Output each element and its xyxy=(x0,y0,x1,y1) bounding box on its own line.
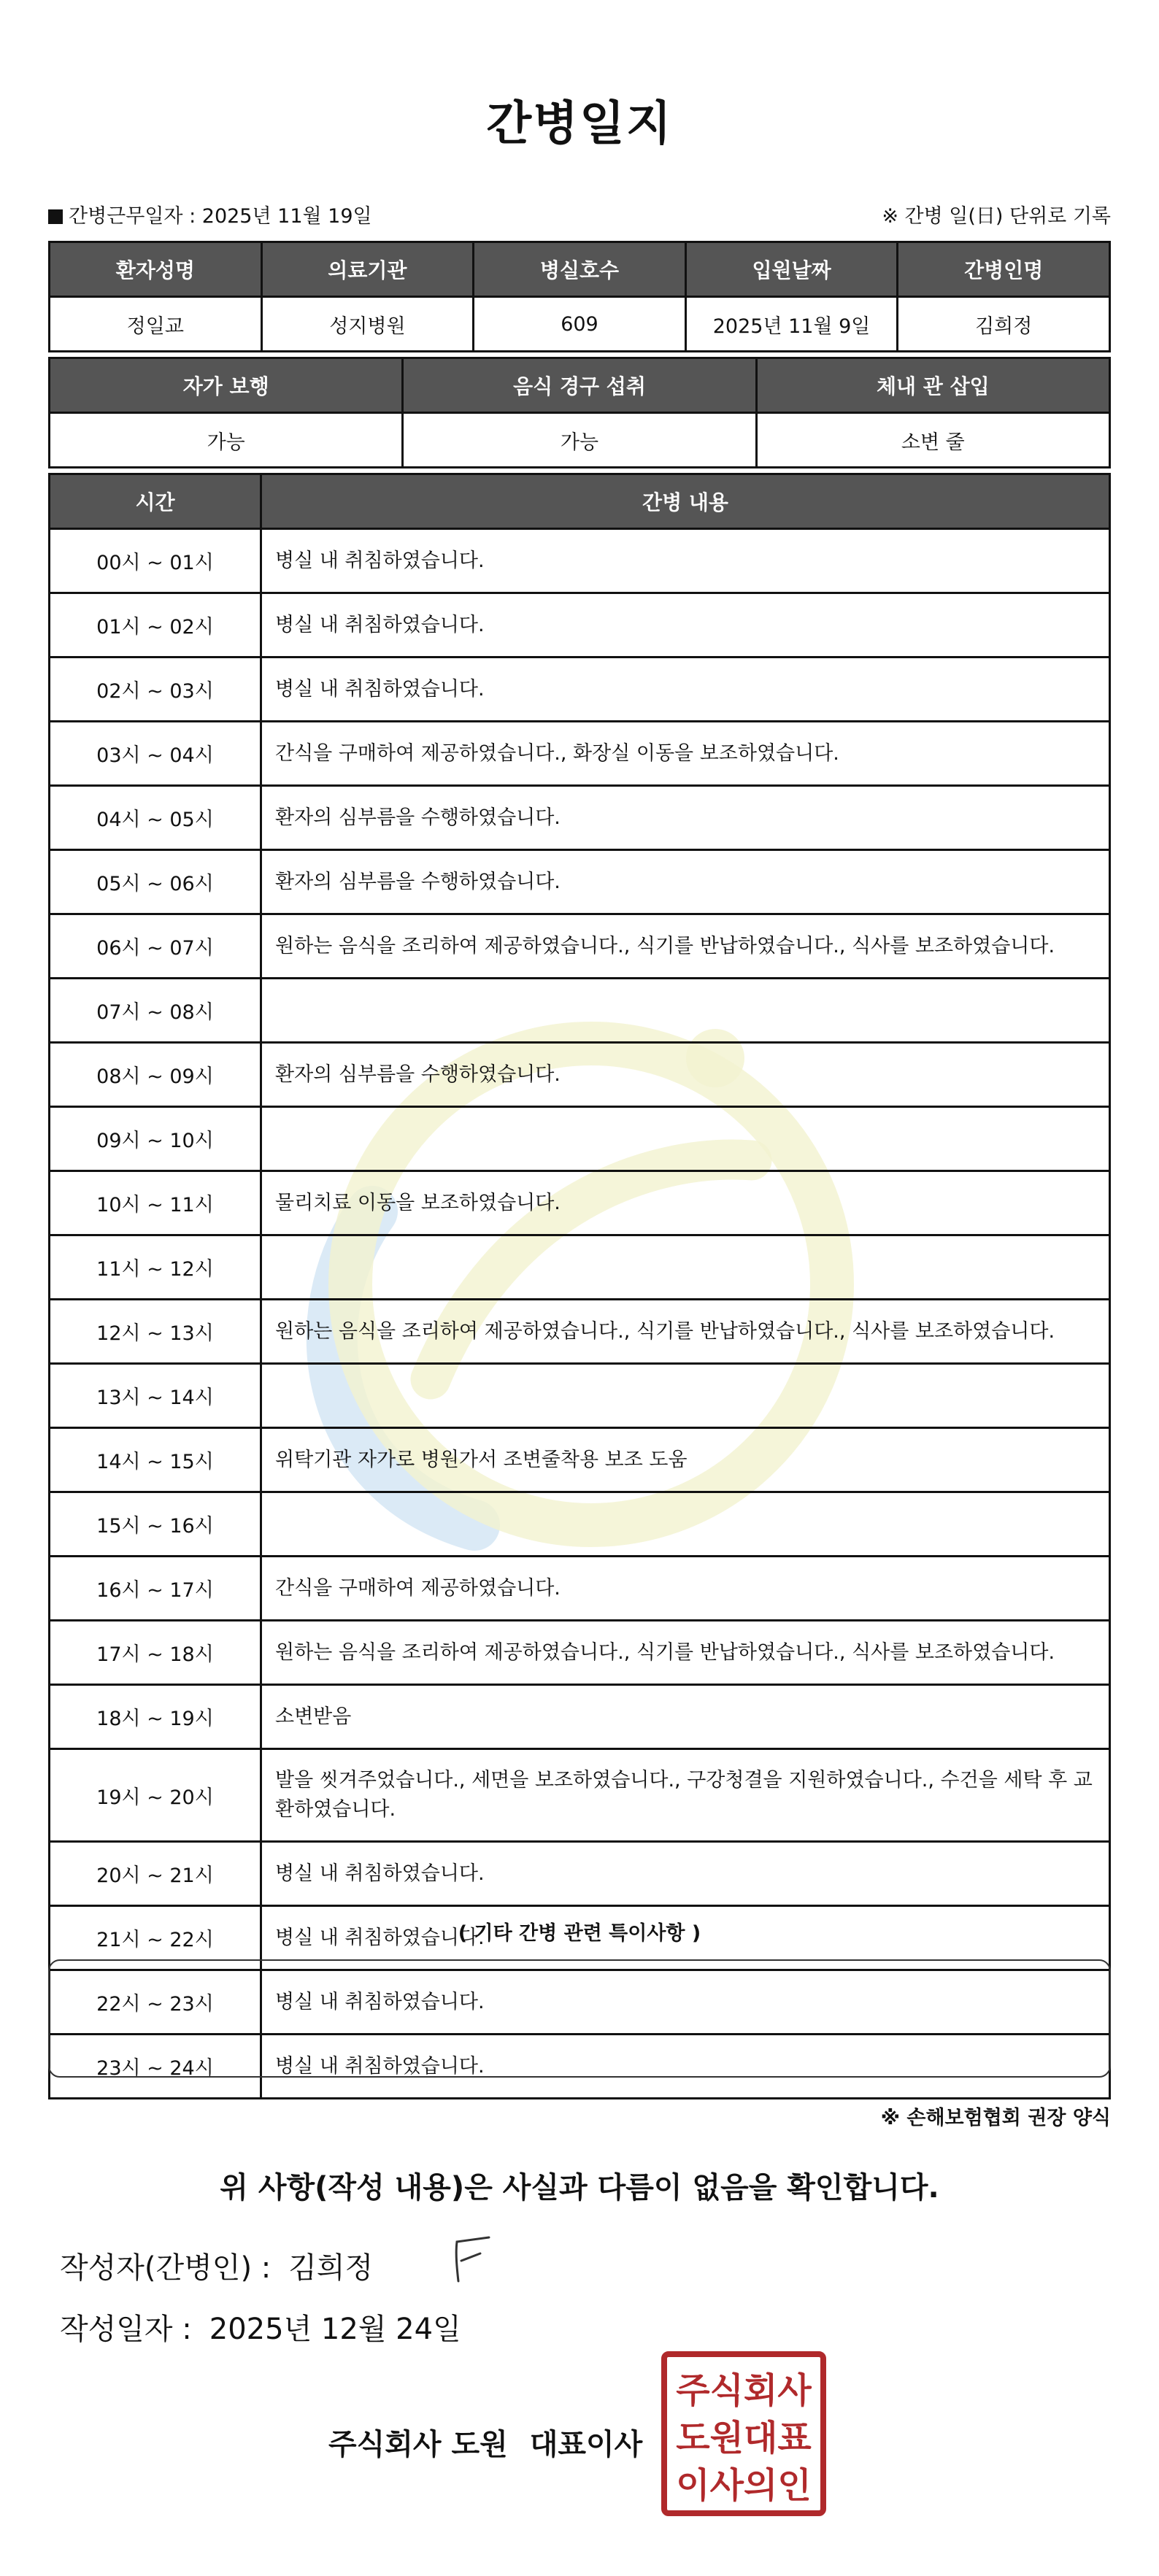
care-log-time: 20시 ~ 21시 xyxy=(50,1842,261,1906)
admission-date-header: 입원날짜 xyxy=(685,242,898,297)
care-log-time: 18시 ~ 19시 xyxy=(50,1685,261,1749)
black-square-icon xyxy=(48,209,63,224)
care-log-row xyxy=(50,1300,1110,1364)
written-date-value: 2025년 12월 24일 xyxy=(209,2313,461,2346)
care-log-rows xyxy=(50,529,1110,2099)
patient-info-table xyxy=(48,241,1111,352)
care-log-row xyxy=(50,1107,1110,1171)
care-log-note: 간식을 구매하여 제공하였습니다., 화장실 이동을 보조하였습니다. xyxy=(261,722,1110,786)
care-log-time: 04시 ~ 05시 xyxy=(50,786,261,850)
care-log-time: 21시 ~ 22시 xyxy=(50,1906,261,1970)
care-log-time: 09시 ~ 10시 xyxy=(50,1107,261,1171)
care-log-row xyxy=(50,1749,1110,1842)
tube-insertion-header: 체내 관 삽입 xyxy=(756,358,1109,413)
care-log-row xyxy=(50,529,1110,593)
care-log-note: 병실 내 취침하였습니다. xyxy=(261,1842,1110,1906)
care-log-time: 15시 ~ 16시 xyxy=(50,1492,261,1557)
caregiver-name: 김희정 xyxy=(898,297,1110,352)
care-log-note: 발을 씻겨주었습니다., 세면을 보조하였습니다., 구강청결을 지원하였습니다., 수건을 세탁 후 교환하였습니다. xyxy=(261,1749,1110,1842)
care-log-row xyxy=(50,1043,1110,1107)
care-log-note: 소변받음 xyxy=(261,1685,1110,1749)
care-log-note xyxy=(261,1107,1110,1171)
hospital-name: 성지병원 xyxy=(261,297,474,352)
care-log-note: 위탁기관 자가로 병원가서 조변줄착용 보조 도움 xyxy=(261,1428,1110,1492)
company-name: 주식회사 도원 xyxy=(328,2428,508,2461)
self-walking-header: 자가 보행 xyxy=(50,358,403,413)
care-log-row xyxy=(50,1364,1110,1428)
care-log-note: 간식을 구매하여 제공하였습니다. xyxy=(261,1557,1110,1621)
care-log-note: 환자의 심부름을 수행하였습니다. xyxy=(261,850,1110,914)
care-log-row xyxy=(50,658,1110,722)
care-log-time: 19시 ~ 20시 xyxy=(50,1749,261,1842)
hospital-header: 의료기관 xyxy=(261,242,474,297)
record-unit-note: ※ 간병 일(日) 단위로 기록 xyxy=(882,205,1111,228)
care-log-note xyxy=(261,979,1110,1043)
care-log-row xyxy=(50,1685,1110,1749)
work-date-label: 간병근무일자 : xyxy=(69,205,196,228)
work-date-value: 2025년 11월 19일 xyxy=(201,205,372,228)
self-walking-value: 가능 xyxy=(50,413,403,468)
confirmation-statement: 위 사항(작성 내용)은 사실과 다름이 없음을 확인합니다. xyxy=(220,2171,939,2205)
care-log-time: 11시 ~ 12시 xyxy=(50,1235,261,1300)
care-log-row xyxy=(50,979,1110,1043)
care-log-time: 22시 ~ 23시 xyxy=(50,1970,261,2035)
care-log-row xyxy=(50,1171,1110,1235)
patient-name: 정일교 xyxy=(50,297,262,352)
care-log-row xyxy=(50,1621,1110,1685)
care-log-time: 23시 ~ 24시 xyxy=(50,2035,261,2099)
caregiver-name-header: 간병인명 xyxy=(898,242,1110,297)
patient-name-header: 환자성명 xyxy=(50,242,262,297)
care-content-header: 간병 내용 xyxy=(261,474,1110,529)
care-log-note xyxy=(261,1364,1110,1428)
writer-label: 작성자(간병인) : xyxy=(60,2251,272,2285)
care-log-table xyxy=(48,473,1111,2099)
care-log-row xyxy=(50,1492,1110,1557)
oral-intake-value: 가능 xyxy=(403,413,756,468)
written-date-label: 작성일자 : xyxy=(60,2313,192,2346)
care-log-time: 10시 ~ 11시 xyxy=(50,1171,261,1235)
oral-intake-header: 음식 경구 섭취 xyxy=(403,358,756,413)
signature-mark xyxy=(445,2232,504,2290)
care-log-note: 병실 내 취침하였습니다. xyxy=(261,1906,1110,1970)
care-log-row xyxy=(50,786,1110,850)
care-log-row xyxy=(50,722,1110,786)
room-number: 609 xyxy=(474,297,686,352)
care-log-row xyxy=(50,914,1110,979)
care-log-note: 병실 내 취침하였습니다. xyxy=(261,2035,1110,2099)
care-log-time: 16시 ~ 17시 xyxy=(50,1557,261,1621)
other-notes-title: ( 기타 간병 관련 특이사항 ) xyxy=(458,1922,701,1945)
care-log-note: 원하는 음식을 조리하여 제공하였습니다., 식기를 반납하였습니다., 식사를 보조하였습니다. xyxy=(261,914,1110,979)
care-log-time: 02시 ~ 03시 xyxy=(50,658,261,722)
writer-line xyxy=(60,2245,373,2286)
seal-line-2: 도원대표 xyxy=(676,2418,812,2459)
care-log-note: 병실 내 취침하였습니다. xyxy=(261,593,1110,658)
seal-line-3: 이사의인 xyxy=(676,2465,812,2506)
care-log-time: 01시 ~ 02시 xyxy=(50,593,261,658)
care-log-row xyxy=(50,1235,1110,1300)
patient-status-table xyxy=(48,357,1111,468)
tube-insertion-value: 소변 줄 xyxy=(756,413,1109,468)
company-title: 대표이사 xyxy=(529,2428,643,2461)
care-log-time: 06시 ~ 07시 xyxy=(50,914,261,979)
form-source-note: ※ 손해보험협회 권장 양식 xyxy=(880,2107,1111,2129)
care-log-row xyxy=(50,593,1110,658)
care-log-row xyxy=(50,1842,1110,1906)
care-log-time: 00시 ~ 01시 xyxy=(50,529,261,593)
care-log-note: 환자의 심부름을 수행하였습니다. xyxy=(261,786,1110,850)
work-date xyxy=(48,200,372,228)
care-log-note: 병실 내 취침하였습니다. xyxy=(261,1970,1110,2035)
room-number-header: 병실호수 xyxy=(474,242,686,297)
care-log-time: 05시 ~ 06시 xyxy=(50,850,261,914)
care-log-time: 12시 ~ 13시 xyxy=(50,1300,261,1364)
care-log-note: 병실 내 취침하였습니다. xyxy=(261,658,1110,722)
company-line xyxy=(328,2421,642,2463)
care-log-time: 14시 ~ 15시 xyxy=(50,1428,261,1492)
care-log-row xyxy=(50,1557,1110,1621)
admission-date: 2025년 11월 9일 xyxy=(685,297,898,352)
other-notes-box xyxy=(48,1959,1111,2078)
time-header: 시간 xyxy=(50,474,261,529)
document-title: 간병일지 xyxy=(486,97,673,151)
care-log-note: 원하는 음식을 조리하여 제공하였습니다., 식기를 반납하였습니다., 식사를 보조하였습니다. xyxy=(261,1621,1110,1685)
care-log-note xyxy=(261,1235,1110,1300)
care-log-note xyxy=(261,1492,1110,1557)
care-log-row xyxy=(50,1428,1110,1492)
care-log-note: 원하는 음식을 조리하여 제공하였습니다., 식기를 반납하였습니다., 식사를 보조하였습니다. xyxy=(261,1300,1110,1364)
care-log-note: 물리치료 이동을 보조하였습니다. xyxy=(261,1171,1110,1235)
care-log-time: 17시 ~ 18시 xyxy=(50,1621,261,1685)
care-log-note: 병실 내 취침하였습니다. xyxy=(261,529,1110,593)
written-date-line xyxy=(60,2306,461,2348)
company-seal xyxy=(661,2351,826,2516)
care-log-time: 07시 ~ 08시 xyxy=(50,979,261,1043)
care-log-row xyxy=(50,850,1110,914)
care-log-time: 03시 ~ 04시 xyxy=(50,722,261,786)
writer-name: 김희정 xyxy=(288,2251,374,2285)
seal-line-1: 주식회사 xyxy=(676,2370,812,2411)
care-log-time: 13시 ~ 14시 xyxy=(50,1364,261,1428)
care-log-time: 08시 ~ 09시 xyxy=(50,1043,261,1107)
care-log-note: 환자의 심부름을 수행하였습니다. xyxy=(261,1043,1110,1107)
